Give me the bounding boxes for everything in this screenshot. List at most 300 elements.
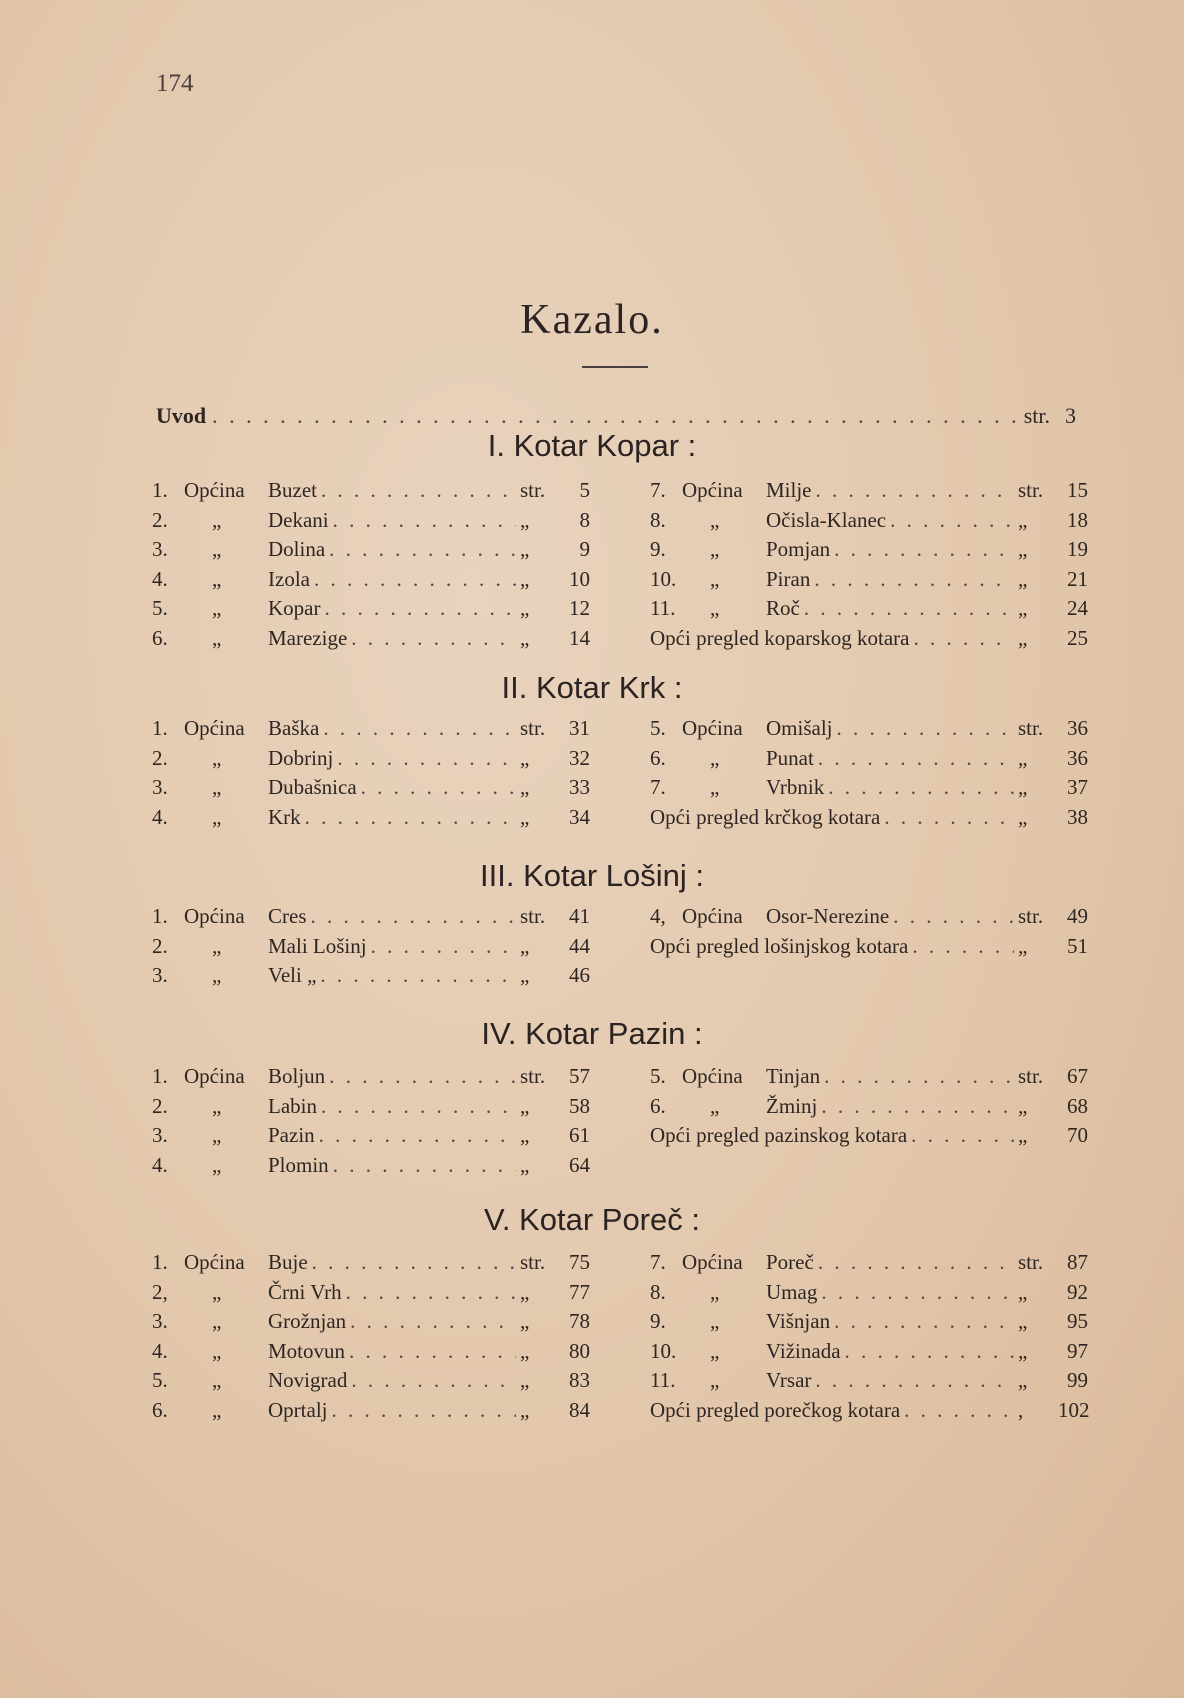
entry-number: 4. bbox=[152, 1152, 168, 1177]
entry-name: Vrbnik bbox=[766, 775, 825, 799]
entry-name: Omišalj bbox=[766, 716, 833, 740]
entry-name: Opći pregled koparskog kotara bbox=[650, 625, 910, 650]
entry-kind: „ bbox=[212, 1093, 222, 1118]
entry-mark: „ bbox=[520, 1368, 530, 1392]
index-entry bbox=[650, 478, 1088, 508]
entry-kind: Općina bbox=[682, 904, 743, 928]
entry-number: 2. bbox=[152, 507, 168, 532]
entry-number: 7. bbox=[650, 775, 666, 799]
entry-name: Marezige bbox=[268, 625, 348, 650]
entry-page: 58 bbox=[569, 1093, 590, 1118]
leader-dots bbox=[828, 775, 1014, 800]
entry-page: 77 bbox=[569, 1279, 590, 1304]
entry-page: 46 bbox=[569, 963, 590, 987]
entry-mark: „ bbox=[520, 507, 530, 532]
intro-str: str. bbox=[1023, 403, 1050, 428]
leader-dots bbox=[349, 1339, 516, 1364]
entry-mark: „ bbox=[1018, 1123, 1028, 1147]
index-entry bbox=[650, 596, 1088, 626]
leader-dots bbox=[337, 746, 516, 771]
page-title: Kazalo. bbox=[520, 297, 664, 343]
entry-name: Osor-Nerezine bbox=[766, 904, 890, 928]
leader-dots bbox=[321, 478, 516, 503]
index-entry bbox=[650, 746, 1088, 776]
entry-page: 33 bbox=[569, 775, 590, 799]
entry-page: 34 bbox=[569, 804, 590, 829]
entry-name: Tinjan bbox=[766, 1064, 821, 1088]
entry-number: 6. bbox=[650, 1093, 666, 1118]
entry-kind: Općina bbox=[184, 478, 245, 502]
leader-dots bbox=[351, 626, 516, 651]
entry-kind: Općina bbox=[184, 904, 245, 928]
entry-kind: „ bbox=[212, 1309, 222, 1333]
entry-page: 61 bbox=[569, 1123, 590, 1147]
entry-name: Črni Vrh bbox=[268, 1279, 342, 1304]
entry-mark: „ bbox=[520, 1338, 530, 1363]
entry-kind: „ bbox=[710, 596, 720, 620]
entry-mark: „ bbox=[520, 625, 530, 650]
entry-mark: „ bbox=[1018, 1093, 1028, 1118]
entry-mark: „ bbox=[520, 933, 530, 958]
index-column-left bbox=[152, 1064, 590, 1182]
index-entry bbox=[650, 567, 1088, 597]
entry-kind: Općina bbox=[682, 1064, 743, 1088]
index-entry bbox=[152, 904, 590, 934]
entry-number: 5. bbox=[152, 1368, 168, 1392]
entry-name: Dekani bbox=[268, 507, 329, 532]
entry-number: 1. bbox=[152, 1250, 168, 1274]
entry-page: 75 bbox=[569, 1250, 590, 1274]
entry-number: 5. bbox=[152, 596, 168, 620]
entry-page: 97 bbox=[1067, 1338, 1088, 1363]
entry-kind: „ bbox=[710, 775, 720, 799]
index-entry bbox=[152, 626, 590, 656]
leader-dots bbox=[212, 403, 1018, 429]
entry-mark: „ bbox=[1018, 933, 1028, 958]
entry-mark: , bbox=[1018, 1397, 1024, 1422]
entry-kind: „ bbox=[212, 1338, 222, 1363]
entry-page: 57 bbox=[569, 1064, 590, 1088]
leader-dots bbox=[911, 1123, 1014, 1148]
index-entry bbox=[650, 1280, 1088, 1310]
entry-name: Opći pregled pazinskog kotara bbox=[650, 1123, 908, 1147]
index-entry bbox=[650, 904, 1088, 934]
index-entry bbox=[152, 478, 590, 508]
entry-kind: „ bbox=[212, 596, 222, 620]
entry-page: 37 bbox=[1067, 775, 1088, 799]
entry-number: 1. bbox=[152, 478, 168, 502]
entry-number: 3. bbox=[152, 963, 168, 987]
entry-number: 3. bbox=[152, 1309, 168, 1333]
entry-name: Vrsar bbox=[766, 1368, 812, 1392]
entry-number: 8. bbox=[650, 507, 666, 532]
index-entry bbox=[650, 1064, 1088, 1094]
index-entry bbox=[152, 1309, 590, 1339]
entry-name: Plomin bbox=[268, 1152, 329, 1177]
entry-kind: „ bbox=[212, 537, 222, 561]
entry-name: Punat bbox=[766, 745, 814, 770]
leader-dots bbox=[319, 1123, 516, 1148]
index-column-right bbox=[650, 716, 1088, 834]
entry-page: 18 bbox=[1067, 507, 1088, 532]
entry-number: 3. bbox=[152, 775, 168, 799]
entry-name: Motovun bbox=[268, 1338, 346, 1363]
leader-dots bbox=[333, 1153, 516, 1178]
index-entry bbox=[152, 596, 590, 626]
entry-name: Buzet bbox=[268, 478, 317, 502]
entry-number: 4. bbox=[152, 1338, 168, 1363]
entry-kind: „ bbox=[212, 1397, 222, 1422]
leader-dots bbox=[329, 1064, 516, 1089]
entry-page: 99 bbox=[1067, 1368, 1088, 1392]
entry-page: 67 bbox=[1067, 1064, 1088, 1088]
summary-entry bbox=[650, 1398, 1088, 1428]
index-entry bbox=[152, 805, 590, 835]
entry-page: 41 bbox=[569, 904, 590, 928]
entry-number: 6. bbox=[152, 1397, 168, 1422]
section-title: II. Kotar Krk : bbox=[501, 670, 683, 705]
entry-mark: „ bbox=[520, 566, 530, 591]
summary-entry bbox=[650, 626, 1088, 656]
leader-dots bbox=[821, 1094, 1014, 1119]
entry-kind: „ bbox=[212, 1279, 222, 1304]
entry-mark: „ bbox=[520, 963, 530, 987]
entry-kind: „ bbox=[710, 745, 720, 770]
leader-dots bbox=[321, 1094, 516, 1119]
entry-name: Vižinada bbox=[766, 1338, 841, 1363]
entry-page: 5 bbox=[579, 478, 590, 502]
entry-page: 36 bbox=[1067, 745, 1088, 770]
entry-kind: „ bbox=[710, 566, 720, 591]
leader-dots bbox=[914, 626, 1015, 651]
entry-kind: „ bbox=[710, 1309, 720, 1333]
entry-number: 1. bbox=[152, 1064, 168, 1088]
entry-mark: „ bbox=[520, 1123, 530, 1147]
entry-number: 4, bbox=[650, 904, 666, 928]
leader-dots bbox=[804, 596, 1014, 621]
entry-name: Labin bbox=[268, 1093, 317, 1118]
entry-mark: „ bbox=[520, 1093, 530, 1118]
leader-dots bbox=[816, 478, 1015, 503]
entry-mark: str. bbox=[520, 478, 546, 502]
entry-name: Poreč bbox=[766, 1250, 814, 1274]
entry-number: 11. bbox=[650, 596, 676, 620]
entry-page: 49 bbox=[1067, 904, 1088, 928]
entry-kind: „ bbox=[212, 804, 222, 829]
entry-mark: „ bbox=[520, 537, 530, 561]
entry-number: 3. bbox=[152, 537, 168, 561]
entry-page: 14 bbox=[569, 625, 590, 650]
leader-dots bbox=[834, 1309, 1014, 1334]
entry-mark: „ bbox=[520, 1152, 530, 1177]
entry-mark: „ bbox=[520, 1309, 530, 1333]
index-column-right bbox=[650, 478, 1088, 655]
leader-dots bbox=[890, 508, 1014, 533]
leader-dots bbox=[312, 1250, 516, 1275]
entry-kind: „ bbox=[710, 1279, 720, 1304]
entry-mark: „ bbox=[1018, 1368, 1028, 1392]
summary-entry bbox=[650, 934, 1088, 964]
page-number: 174 bbox=[156, 70, 194, 97]
entry-mark: „ bbox=[1018, 625, 1028, 650]
entry-kind: „ bbox=[212, 1152, 222, 1177]
section-title: I. Kotar Kopar : bbox=[487, 428, 697, 463]
leader-dots bbox=[884, 805, 1014, 830]
section-title: III. Kotar Lošinj : bbox=[480, 858, 704, 893]
entry-page: 87 bbox=[1067, 1250, 1088, 1274]
entry-page: 12 bbox=[569, 596, 590, 620]
index-column-right bbox=[650, 1250, 1088, 1427]
entry-name: Baška bbox=[268, 716, 320, 740]
entry-number: 7. bbox=[650, 1250, 666, 1274]
leader-dots bbox=[305, 805, 516, 830]
entry-mark: „ bbox=[1018, 537, 1028, 561]
entry-page: 78 bbox=[569, 1309, 590, 1333]
entry-kind: Općina bbox=[184, 1250, 245, 1274]
entry-name: Dobrinj bbox=[268, 745, 334, 770]
entry-mark: str. bbox=[1018, 1064, 1044, 1088]
summary-entry bbox=[650, 805, 1088, 835]
entry-name: Buje bbox=[268, 1250, 308, 1274]
entry-name: Novigrad bbox=[268, 1368, 348, 1392]
entry-number: 10. bbox=[650, 1338, 677, 1363]
entry-name: Dolina bbox=[268, 537, 326, 561]
section-title: V. Kotar Poreč : bbox=[484, 1202, 700, 1237]
entry-page: 19 bbox=[1067, 537, 1088, 561]
entry-mark: str. bbox=[520, 904, 546, 928]
index-entry bbox=[152, 1398, 590, 1428]
index-entry bbox=[650, 1309, 1088, 1339]
entry-number: 8. bbox=[650, 1279, 666, 1304]
index-entry bbox=[152, 1339, 590, 1369]
entry-page: 84 bbox=[569, 1397, 590, 1422]
entry-name: Opći pregled krčkog kotara bbox=[650, 804, 881, 829]
leader-dots bbox=[361, 775, 516, 800]
leader-dots bbox=[815, 1368, 1014, 1393]
entry-name: Boljun bbox=[268, 1064, 326, 1088]
leader-dots bbox=[834, 537, 1014, 562]
entry-name: Opći pregled lošinjskog kotara bbox=[650, 933, 909, 958]
intro-page: 3 bbox=[1065, 403, 1076, 428]
entry-page: 32 bbox=[569, 745, 590, 770]
entry-number: 9. bbox=[650, 1309, 666, 1333]
entry-number: 2, bbox=[152, 1279, 168, 1304]
entry-name: Izola bbox=[268, 566, 310, 591]
leader-dots bbox=[350, 1309, 516, 1334]
leader-dots bbox=[351, 1368, 516, 1393]
entry-name: Grožnjan bbox=[268, 1309, 347, 1333]
entry-page: 15 bbox=[1067, 478, 1088, 502]
entry-number: 6. bbox=[650, 745, 666, 770]
entry-page: 8 bbox=[579, 507, 590, 532]
entry-page: 80 bbox=[569, 1338, 590, 1363]
entry-kind: Općina bbox=[682, 478, 743, 502]
leader-dots bbox=[893, 904, 1014, 929]
leader-dots bbox=[320, 963, 516, 988]
entry-number: 2. bbox=[152, 1093, 168, 1118]
title-rule bbox=[582, 366, 648, 368]
entry-number: 2. bbox=[152, 933, 168, 958]
entry-mark: „ bbox=[520, 804, 530, 829]
leader-dots bbox=[824, 1064, 1014, 1089]
entry-kind: „ bbox=[212, 963, 222, 987]
index-column-left bbox=[152, 1250, 590, 1427]
entry-number: 1. bbox=[152, 716, 168, 740]
intro-entry bbox=[156, 403, 1076, 429]
entry-name: Oprtalj bbox=[268, 1397, 328, 1422]
entry-name: Očisla-Klanec bbox=[766, 507, 887, 532]
index-entry bbox=[152, 963, 590, 993]
leader-dots bbox=[311, 904, 517, 929]
entry-name: Opći pregled porečkog kotara bbox=[650, 1397, 901, 1422]
entry-number: 4. bbox=[152, 566, 168, 591]
index-entry bbox=[152, 1280, 590, 1310]
entry-page: 10 bbox=[569, 566, 590, 591]
entry-kind: „ bbox=[710, 537, 720, 561]
entry-mark: str. bbox=[520, 1064, 546, 1088]
index-column-left bbox=[152, 904, 590, 993]
entry-name: Veli „ bbox=[268, 963, 317, 987]
entry-kind: „ bbox=[212, 933, 222, 958]
leader-dots bbox=[814, 567, 1014, 592]
entry-kind: Općina bbox=[682, 1250, 743, 1274]
entry-page: 64 bbox=[569, 1152, 590, 1177]
entry-mark: „ bbox=[1018, 775, 1028, 799]
entry-name: Žminj bbox=[766, 1093, 818, 1118]
entry-name: Pomjan bbox=[766, 537, 831, 561]
index-entry bbox=[650, 508, 1088, 538]
entry-mark: „ bbox=[1018, 1338, 1028, 1363]
entry-page: 31 bbox=[569, 716, 590, 740]
entry-page: 36 bbox=[1067, 716, 1088, 740]
entry-number: 6. bbox=[152, 625, 168, 650]
entry-kind: „ bbox=[212, 566, 222, 591]
index-entry bbox=[650, 1339, 1088, 1369]
leader-dots bbox=[371, 934, 516, 959]
entry-kind: „ bbox=[212, 1368, 222, 1392]
entry-mark: str. bbox=[520, 716, 546, 740]
entry-kind: „ bbox=[710, 1368, 720, 1392]
entry-mark: „ bbox=[520, 745, 530, 770]
index-entry bbox=[152, 746, 590, 776]
entry-name: Krk bbox=[268, 804, 301, 829]
entry-number: 7. bbox=[650, 478, 666, 502]
entry-mark: „ bbox=[520, 1397, 530, 1422]
entry-page: 83 bbox=[569, 1368, 590, 1392]
leader-dots bbox=[912, 934, 1014, 959]
entry-number: 2. bbox=[152, 745, 168, 770]
entry-kind: „ bbox=[212, 507, 222, 532]
index-entry bbox=[650, 716, 1088, 746]
entry-mark: str. bbox=[1018, 478, 1044, 502]
index-column-left bbox=[152, 716, 590, 834]
entry-mark: str. bbox=[1018, 716, 1044, 740]
index-entry bbox=[650, 1094, 1088, 1124]
entry-name: Milje bbox=[766, 478, 812, 502]
leader-dots bbox=[845, 1339, 1014, 1364]
entry-kind: „ bbox=[710, 507, 720, 532]
entry-page: 9 bbox=[579, 537, 590, 561]
entry-page: 25 bbox=[1067, 625, 1088, 650]
leader-dots bbox=[333, 508, 516, 533]
entry-mark: „ bbox=[520, 775, 530, 799]
entry-number: 1. bbox=[152, 904, 168, 928]
entry-page: 24 bbox=[1067, 596, 1088, 620]
entry-page: 68 bbox=[1067, 1093, 1088, 1118]
index-entry bbox=[650, 537, 1088, 567]
entry-kind: „ bbox=[710, 1093, 720, 1118]
entry-name: Mali Lošinj bbox=[268, 933, 367, 958]
leader-dots bbox=[329, 537, 516, 562]
entry-name: Pazin bbox=[268, 1123, 315, 1147]
index-column-right bbox=[650, 904, 1088, 963]
entry-mark: „ bbox=[1018, 1309, 1028, 1333]
leader-dots bbox=[314, 567, 516, 592]
entry-kind: „ bbox=[212, 745, 222, 770]
index-entry bbox=[152, 1250, 590, 1280]
entry-page: 92 bbox=[1067, 1279, 1088, 1304]
intro-label: Uvod bbox=[156, 403, 207, 428]
leader-dots bbox=[818, 1250, 1014, 1275]
entry-mark: str. bbox=[1018, 904, 1044, 928]
index-column-right bbox=[650, 1064, 1088, 1153]
entry-name: Roč bbox=[766, 596, 800, 620]
entry-mark: „ bbox=[1018, 745, 1028, 770]
entry-kind: Općina bbox=[682, 716, 743, 740]
index-entry bbox=[152, 1094, 590, 1124]
entry-mark: „ bbox=[1018, 596, 1028, 620]
index-entry bbox=[152, 508, 590, 538]
entry-page: 21 bbox=[1067, 566, 1088, 591]
index-entry bbox=[152, 934, 590, 964]
entry-number: 9. bbox=[650, 537, 666, 561]
entry-page: 102 bbox=[1058, 1397, 1090, 1422]
entry-page: 95 bbox=[1067, 1309, 1088, 1333]
entry-mark: str. bbox=[520, 1250, 546, 1274]
entry-kind: „ bbox=[212, 775, 222, 799]
leader-dots bbox=[331, 1398, 516, 1423]
index-entry bbox=[152, 1153, 590, 1183]
entry-kind: Općina bbox=[184, 716, 245, 740]
entry-number: 10. bbox=[650, 566, 677, 591]
leader-dots bbox=[324, 596, 516, 621]
entry-page: 70 bbox=[1067, 1123, 1088, 1147]
index-entry bbox=[650, 1250, 1088, 1280]
leader-dots bbox=[346, 1280, 516, 1305]
entry-page: 44 bbox=[569, 933, 590, 958]
leader-dots bbox=[904, 1398, 1014, 1423]
entry-mark: „ bbox=[1018, 507, 1028, 532]
entry-name: Piran bbox=[766, 566, 811, 591]
index-entry bbox=[152, 537, 590, 567]
summary-entry bbox=[650, 1123, 1088, 1153]
entry-mark: „ bbox=[520, 1279, 530, 1304]
entry-kind: Općina bbox=[184, 1064, 245, 1088]
index-entry bbox=[152, 716, 590, 746]
index-entry bbox=[152, 1368, 590, 1398]
entry-kind: „ bbox=[710, 1338, 720, 1363]
leader-dots bbox=[323, 716, 516, 741]
entry-number: 11. bbox=[650, 1368, 676, 1392]
index-entry bbox=[650, 1368, 1088, 1398]
entry-name: Višnjan bbox=[766, 1309, 831, 1333]
index-entry bbox=[152, 567, 590, 597]
entry-mark: „ bbox=[1018, 1279, 1028, 1304]
index-entry bbox=[152, 1064, 590, 1094]
entry-page: 38 bbox=[1067, 804, 1088, 829]
entry-mark: „ bbox=[1018, 566, 1028, 591]
section-title: IV. Kotar Pazin : bbox=[481, 1016, 703, 1051]
